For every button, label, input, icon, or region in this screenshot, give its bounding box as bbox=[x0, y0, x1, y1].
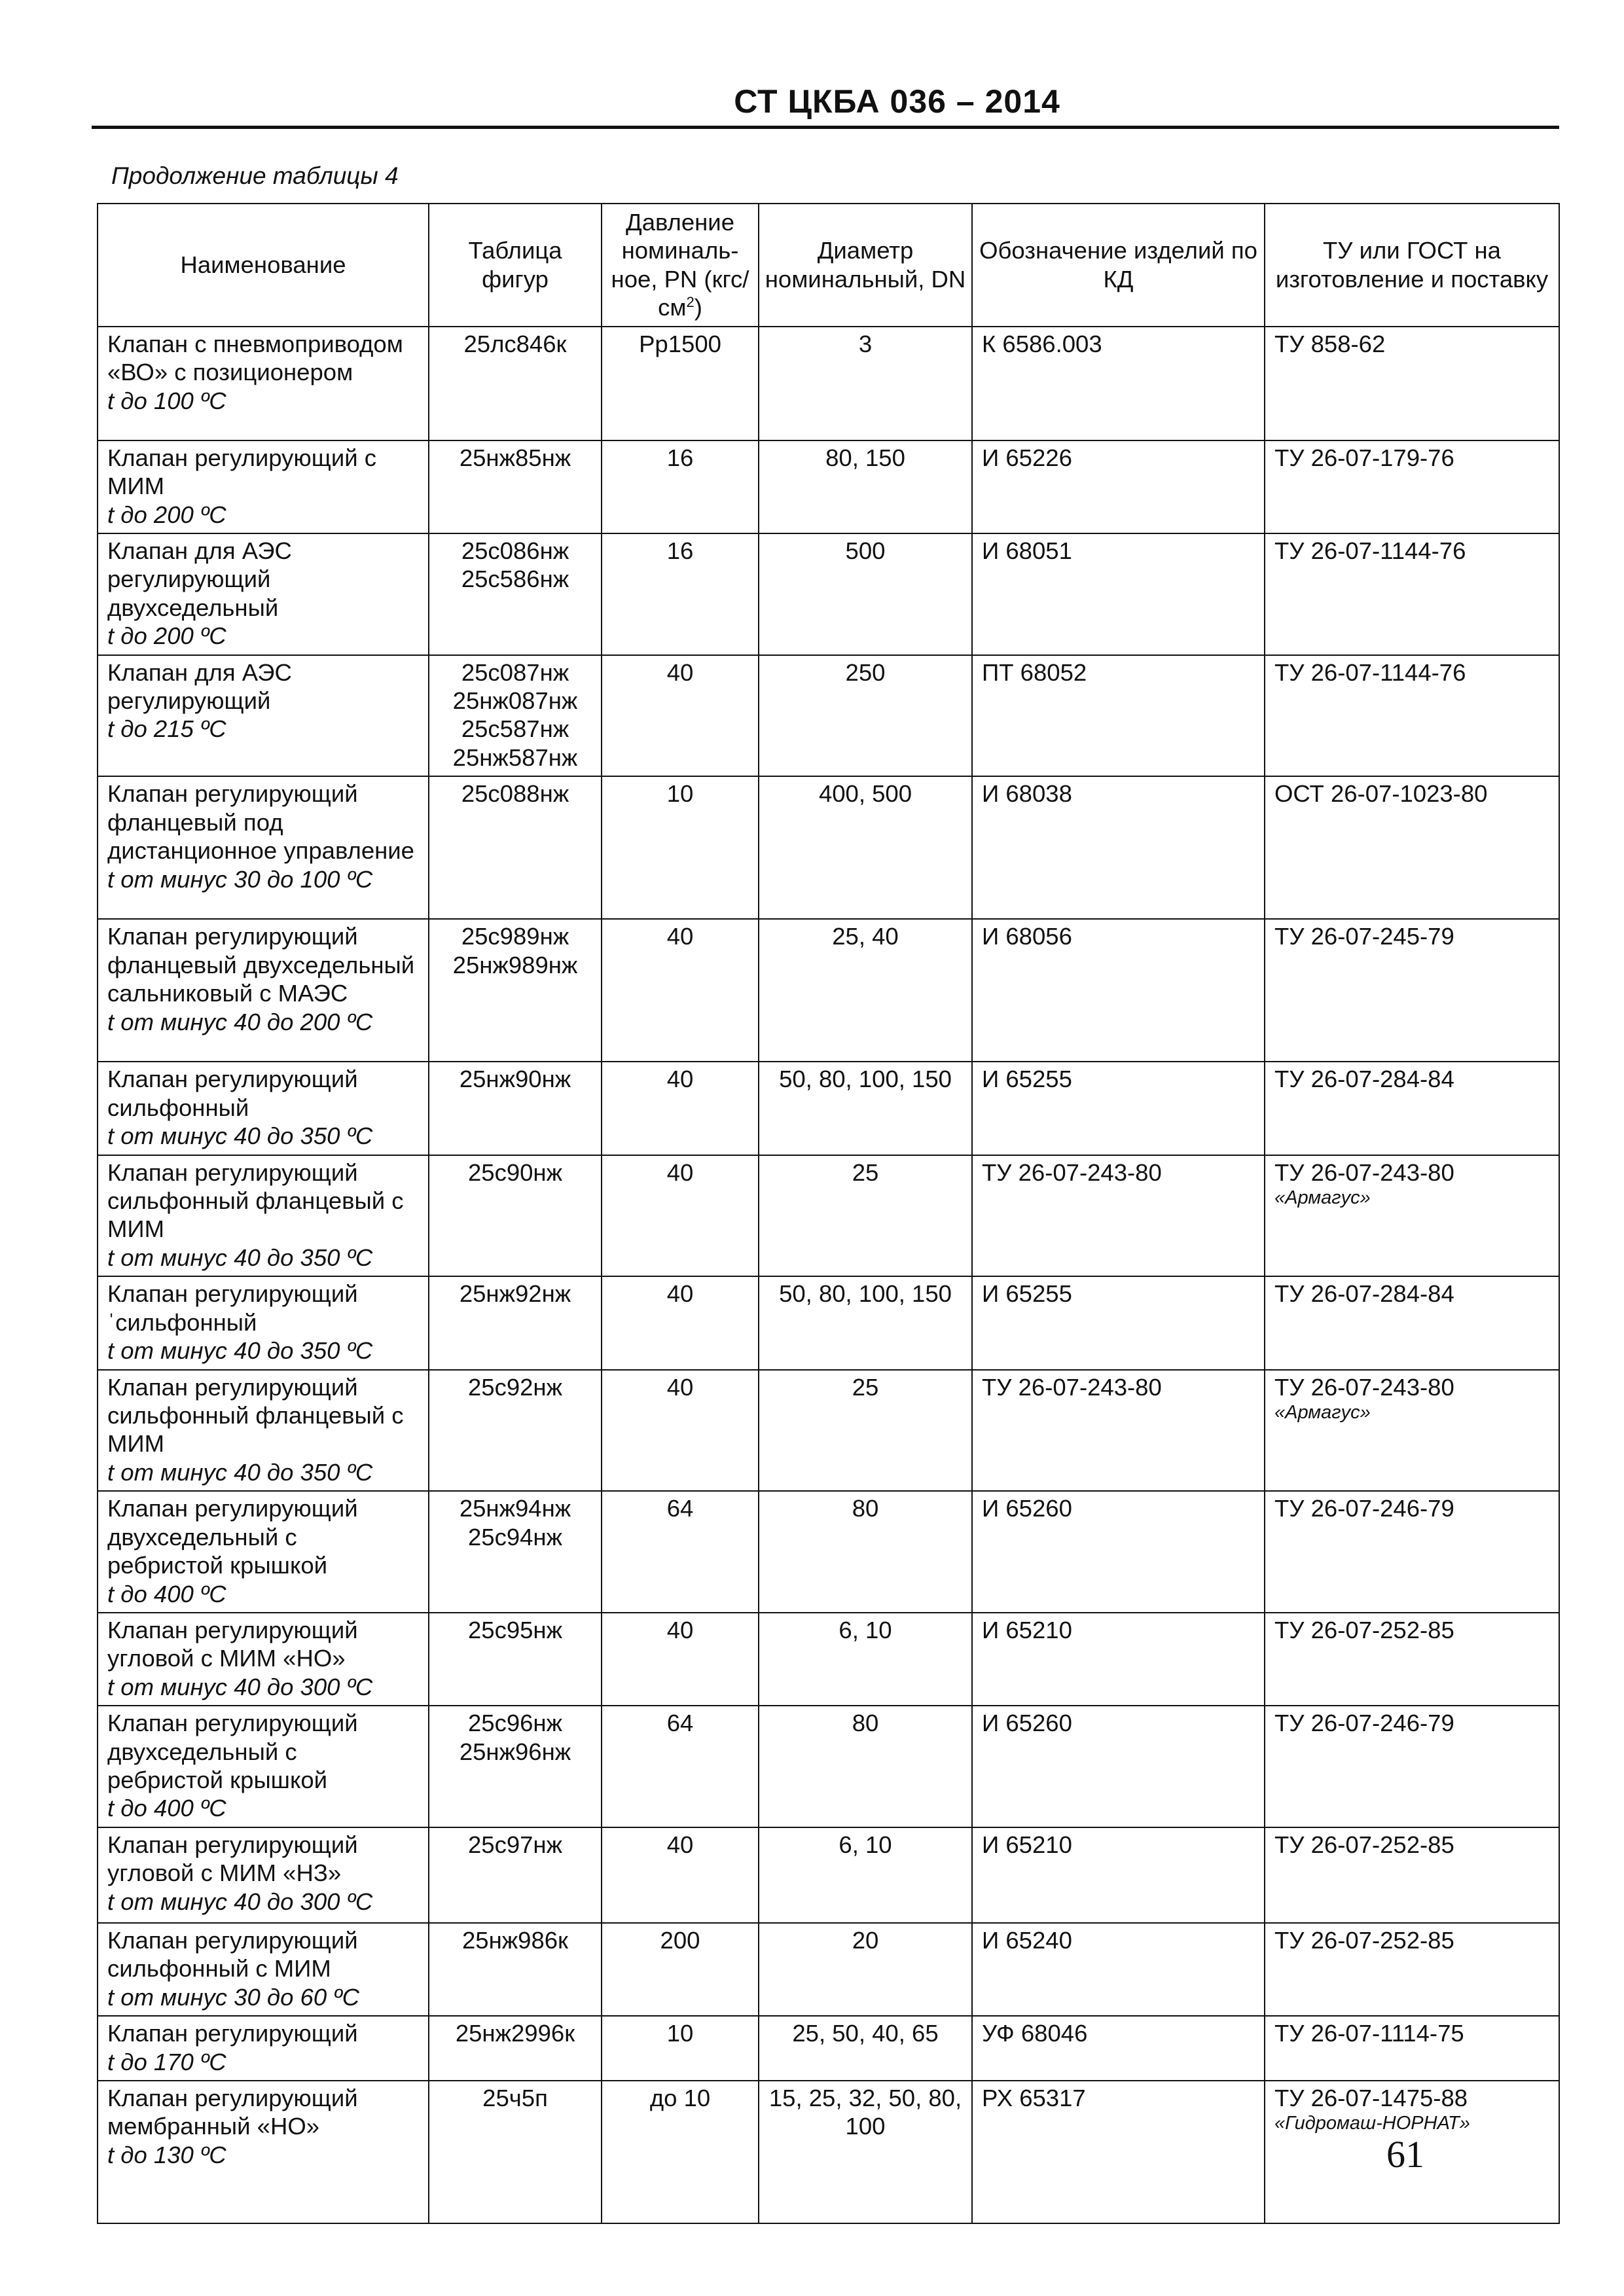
temperature-range: t до 100 ºС bbox=[107, 387, 226, 414]
temperature-range: t от минус 30 до 60 ºС bbox=[107, 1983, 359, 2011]
cell-standard bbox=[1265, 327, 1559, 440]
cell-diameter: 6, 10 bbox=[759, 1827, 972, 1923]
valve-name: Клапан регулирующий bbox=[107, 2020, 358, 2047]
cell-diameter: 6, 10 bbox=[759, 1613, 972, 1706]
manufacturer: «Армагус» bbox=[1274, 1401, 1371, 1423]
cell-diameter: 250 bbox=[759, 655, 972, 777]
cell-diameter: 500 bbox=[759, 533, 972, 655]
table-row bbox=[98, 1491, 1559, 1613]
cell-name bbox=[98, 919, 429, 1062]
cell-name bbox=[98, 327, 429, 440]
cell-figure: 25нж90нж bbox=[429, 1062, 602, 1155]
cell-standard bbox=[1265, 1062, 1559, 1155]
temperature-range: t до 400 ºС bbox=[107, 1795, 226, 1822]
cell-name bbox=[98, 2016, 429, 2081]
cell-diameter: 50, 80, 100, 150 bbox=[759, 1276, 972, 1369]
standard-code: ТУ 26-07-245-79 bbox=[1274, 923, 1454, 950]
cell-pressure: 64 bbox=[602, 1491, 759, 1613]
cell-designation: И 65255 bbox=[972, 1062, 1265, 1155]
cell-pressure: 10 bbox=[602, 776, 759, 919]
cell-figure: 25нж2996к bbox=[429, 2016, 602, 2081]
temperature-range: t до 170 ºС bbox=[107, 2048, 226, 2075]
table-row bbox=[98, 1923, 1559, 2016]
standard-code: ТУ 26-07-1114-75 bbox=[1274, 2020, 1464, 2047]
cell-figure: 25с92нж bbox=[429, 1370, 602, 1492]
cell-pressure: 16 bbox=[602, 533, 759, 655]
table-row bbox=[98, 1062, 1559, 1155]
cell-pressure: 40 bbox=[602, 1062, 759, 1155]
valve-name: Клапан регулирующий мембранный «НО» bbox=[107, 2084, 358, 2140]
cell-name bbox=[98, 440, 429, 533]
cell-standard bbox=[1265, 1491, 1559, 1613]
table-row bbox=[98, 776, 1559, 919]
cell-figure: 25с95нж bbox=[429, 1613, 602, 1706]
temperature-range: t до 130 ºС bbox=[107, 2141, 226, 2168]
cell-designation: ТУ 26-07-243-80 bbox=[972, 1370, 1265, 1492]
cell-pressure: 40 bbox=[602, 1613, 759, 1706]
cell-pressure: 64 bbox=[602, 1706, 759, 1827]
valve-name: Клапан регулирующий с МИМ bbox=[107, 444, 376, 500]
standard-code: ТУ 26-07-252-85 bbox=[1274, 1926, 1454, 1954]
cell-pressure: 10 bbox=[602, 2016, 759, 2081]
cell-name bbox=[98, 1491, 429, 1613]
cell-name bbox=[98, 1613, 429, 1706]
valve-name: Клапан регулирующий двухседельный с ребристой крышкой bbox=[107, 1710, 358, 1794]
cell-pressure: 40 bbox=[602, 1370, 759, 1492]
pressure-header-close: ) bbox=[694, 294, 702, 321]
temperature-range: t от минус 40 до 300 ºС bbox=[107, 1673, 373, 1700]
table-caption: Продолжение таблицы 4 bbox=[111, 162, 399, 189]
cell-diameter: 25, 40 bbox=[759, 919, 972, 1062]
table-row bbox=[98, 655, 1559, 777]
page-number: 61 bbox=[1386, 2133, 1424, 2176]
standard-code: ТУ 26-07-1144-76 bbox=[1274, 537, 1466, 564]
valve-name: Клапан регулирующий сильфонный с МИМ bbox=[107, 1926, 358, 1982]
cell-figure: 25нж85нж bbox=[429, 440, 602, 533]
cell-figure: 25с087нж 25нж087нж 25с587нж 25нж587нж bbox=[429, 655, 602, 777]
cell-name bbox=[98, 1155, 429, 1277]
cell-designation: И 65255 bbox=[972, 1276, 1265, 1369]
temperature-range: t от минус 40 до 350 ºС bbox=[107, 1122, 373, 1150]
cell-designation: И 65260 bbox=[972, 1706, 1265, 1827]
pressure-header-superscript: 2 bbox=[686, 294, 695, 311]
standard-code: ТУ 26-07-1475-88 bbox=[1274, 2084, 1468, 2111]
standard-code: ТУ 858-62 bbox=[1274, 330, 1386, 357]
cell-figure: 25с90нж bbox=[429, 1155, 602, 1277]
valve-name: Клапан регулирующий ˈсильфонный bbox=[107, 1280, 358, 1336]
table-row bbox=[98, 1827, 1559, 1923]
cell-diameter: 25 bbox=[759, 1370, 972, 1492]
cell-pressure: 40 bbox=[602, 1827, 759, 1923]
column-header-designation: Обозначение изделий по КД bbox=[972, 204, 1265, 327]
cell-pressure: 40 bbox=[602, 655, 759, 777]
table-header-row bbox=[98, 204, 1559, 327]
cell-designation: И 65240 bbox=[972, 1923, 1265, 2016]
standard-code: ОСТ 26-07-1023-80 bbox=[1274, 780, 1488, 808]
standard-code: ТУ 26-07-252-85 bbox=[1274, 1616, 1454, 1643]
cell-name bbox=[98, 2081, 429, 2223]
column-header-pressure bbox=[602, 204, 759, 327]
column-header-diameter: Диаметр номинальный, DN bbox=[759, 204, 972, 327]
table-row bbox=[98, 2016, 1559, 2081]
cell-designation: И 65226 bbox=[972, 440, 1265, 533]
cell-pressure: 40 bbox=[602, 1276, 759, 1369]
cell-designation: И 65210 bbox=[972, 1827, 1265, 1923]
temperature-range: t до 400 ºС bbox=[107, 1580, 226, 1607]
temperature-range: t от минус 40 до 350 ºС bbox=[107, 1458, 373, 1486]
cell-designation: УФ 68046 bbox=[972, 2016, 1265, 2081]
cell-name bbox=[98, 1276, 429, 1369]
cell-standard bbox=[1265, 1370, 1559, 1492]
cell-standard bbox=[1265, 1613, 1559, 1706]
cell-figure: 25нж986к bbox=[429, 1923, 602, 2016]
table-row bbox=[98, 533, 1559, 655]
cell-name bbox=[98, 533, 429, 655]
cell-pressure: до 10 bbox=[602, 2081, 759, 2223]
cell-figure: 25ч5п bbox=[429, 2081, 602, 2223]
table-row bbox=[98, 919, 1559, 1062]
cell-diameter: 400, 500 bbox=[759, 776, 972, 919]
cell-name bbox=[98, 655, 429, 777]
cell-figure: 25с088нж bbox=[429, 776, 602, 919]
valve-name: Клапан регулирующий сильфонный фланцевый с МИМ bbox=[107, 1158, 404, 1243]
cell-figure: 25с97нж bbox=[429, 1827, 602, 1923]
temperature-range: t до 200 ºС bbox=[107, 501, 226, 528]
cell-standard bbox=[1265, 1827, 1559, 1923]
cell-name bbox=[98, 1370, 429, 1492]
standard-code: ТУ 26-07-243-80 bbox=[1274, 1158, 1454, 1186]
standard-code: ТУ 26-07-246-79 bbox=[1274, 1710, 1454, 1737]
cell-pressure: 16 bbox=[602, 440, 759, 533]
temperature-range: t от минус 30 до 100 ºС bbox=[107, 865, 373, 893]
table-row bbox=[98, 440, 1559, 533]
valve-name: Клапан регулирующий фланцевый под дистанционное управление bbox=[107, 780, 414, 865]
cell-diameter: 80 bbox=[759, 1706, 972, 1827]
cell-name bbox=[98, 1827, 429, 1923]
cell-designation: К 6586.003 bbox=[972, 327, 1265, 440]
cell-name bbox=[98, 1062, 429, 1155]
cell-standard bbox=[1265, 919, 1559, 1062]
table-row bbox=[98, 327, 1559, 440]
valve-name: Клапан для АЭС регулирующий bbox=[107, 658, 292, 715]
valve-name: Клапан регулирующий сильфонный фланцевый с МИМ bbox=[107, 1373, 404, 1458]
column-header-standard: ТУ или ГОСТ на изготовление и поставку bbox=[1265, 204, 1559, 327]
cell-designation: И 65210 bbox=[972, 1613, 1265, 1706]
cell-designation: РХ 65317 bbox=[972, 2081, 1265, 2223]
temperature-range: t до 215 ºС bbox=[107, 715, 226, 743]
cell-name bbox=[98, 1923, 429, 2016]
cell-standard bbox=[1265, 655, 1559, 777]
cell-diameter: 15, 25, 32, 50, 80, 100 bbox=[759, 2081, 972, 2223]
manufacturer: «Армагус» bbox=[1274, 1187, 1371, 1209]
cell-diameter: 80, 150 bbox=[759, 440, 972, 533]
table-row bbox=[98, 1370, 1559, 1492]
valve-name: Клапан регулирующий угловой с МИМ «НЗ» bbox=[107, 1831, 358, 1887]
cell-figure: 25с086нж 25с586нж bbox=[429, 533, 602, 655]
cell-name bbox=[98, 1706, 429, 1827]
temperature-range: t до 200 ºС bbox=[107, 622, 226, 650]
cell-pressure: 200 bbox=[602, 1923, 759, 2016]
cell-standard bbox=[1265, 1155, 1559, 1277]
standard-code: ТУ 26-07-179-76 bbox=[1274, 444, 1454, 471]
valve-name: Клапан регулирующий сильфонный bbox=[107, 1066, 358, 1121]
manufacturer: «Гидромаш-НОРНАТ» bbox=[1274, 2113, 1470, 2134]
standard-code: ТУ 26-07-246-79 bbox=[1274, 1495, 1454, 1522]
cell-pressure: 40 bbox=[602, 1155, 759, 1277]
valve-name: Клапан регулирующий угловой с МИМ «НО» bbox=[107, 1616, 358, 1672]
cell-standard bbox=[1265, 1923, 1559, 2016]
cell-pressure: Рр1500 bbox=[602, 327, 759, 440]
cell-designation: ТУ 26-07-243-80 bbox=[972, 1155, 1265, 1277]
temperature-range: t от минус 40 до 200 ºС bbox=[107, 1008, 373, 1035]
column-header-name: Наименование bbox=[98, 204, 429, 327]
cell-diameter: 20 bbox=[759, 1923, 972, 2016]
cell-figure: 25нж94нж 25с94нж bbox=[429, 1491, 602, 1613]
cell-figure: 25с989нж 25нж989нж bbox=[429, 919, 602, 1062]
cell-name bbox=[98, 776, 429, 919]
standard-code: ТУ 26-07-284-84 bbox=[1274, 1066, 1454, 1093]
valve-name: Клапан для АЭС регулирующий двухседельный bbox=[107, 537, 292, 621]
cell-standard bbox=[1265, 776, 1559, 919]
pressure-header-text: Давление номиналь-ное, PN (кгс/см bbox=[611, 209, 749, 321]
cell-diameter: 50, 80, 100, 150 bbox=[759, 1062, 972, 1155]
header-rule bbox=[92, 126, 1559, 129]
standard-code: ТУ 26-07-284-84 bbox=[1274, 1280, 1454, 1308]
valve-table bbox=[97, 203, 1560, 2224]
document-title: СТ ЦКБА 036 – 2014 bbox=[734, 83, 1060, 120]
cell-diameter: 3 bbox=[759, 327, 972, 440]
cell-diameter: 80 bbox=[759, 1491, 972, 1613]
temperature-range: t от минус 40 до 350 ºС bbox=[107, 1337, 373, 1365]
temperature-range: t от минус 40 до 350 ºС bbox=[107, 1244, 373, 1271]
cell-diameter: 25 bbox=[759, 1155, 972, 1277]
cell-figure: 25нж92нж bbox=[429, 1276, 602, 1369]
cell-standard bbox=[1265, 1706, 1559, 1827]
cell-designation: И 68056 bbox=[972, 919, 1265, 1062]
cell-designation: ПТ 68052 bbox=[972, 655, 1265, 777]
valve-name: Клапан с пневмоприводом «ВО» с позиционером bbox=[107, 330, 403, 386]
cell-figure: 25лс846к bbox=[429, 327, 602, 440]
column-header-figure: Таблица фигур bbox=[429, 204, 602, 327]
cell-designation: И 65260 bbox=[972, 1491, 1265, 1613]
table-row bbox=[98, 1155, 1559, 1277]
temperature-range: t от минус 40 до 300 ºС bbox=[107, 1888, 373, 1915]
valve-name: Клапан регулирующий двухседельный с ребристой крышкой bbox=[107, 1495, 358, 1579]
table-row bbox=[98, 2081, 1559, 2223]
cell-designation: И 68038 bbox=[972, 776, 1265, 919]
cell-standard bbox=[1265, 2016, 1559, 2081]
cell-standard bbox=[1265, 440, 1559, 533]
standard-code: ТУ 26-07-243-80 bbox=[1274, 1373, 1454, 1401]
cell-pressure: 40 bbox=[602, 919, 759, 1062]
table-row bbox=[98, 1276, 1559, 1369]
standard-code: ТУ 26-07-252-85 bbox=[1274, 1831, 1454, 1858]
table-row bbox=[98, 1706, 1559, 1827]
valve-name: Клапан регулирующий фланцевый двухседельный сальниковый с МАЭС bbox=[107, 923, 415, 1007]
cell-diameter: 25, 50, 40, 65 bbox=[759, 2016, 972, 2081]
cell-figure: 25с96нж 25нж96нж bbox=[429, 1706, 602, 1827]
standard-code: ТУ 26-07-1144-76 bbox=[1274, 658, 1466, 686]
table-row bbox=[98, 1613, 1559, 1706]
cell-designation: И 68051 bbox=[972, 533, 1265, 655]
cell-standard bbox=[1265, 533, 1559, 655]
cell-standard bbox=[1265, 1276, 1559, 1369]
